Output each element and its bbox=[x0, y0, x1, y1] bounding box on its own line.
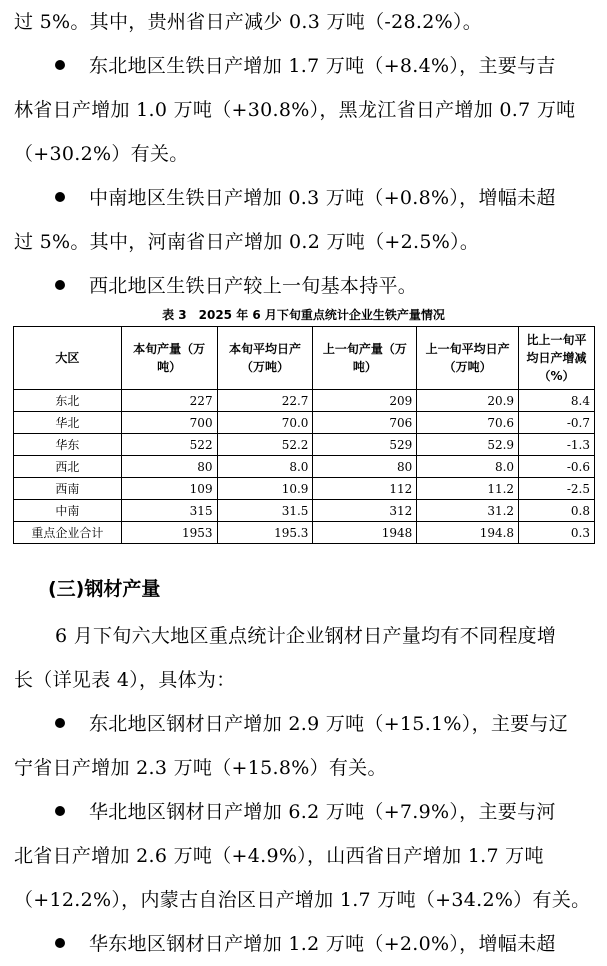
table-caption: 表 3 2025 年 6 月下旬重点统计企业生铁产量情况 bbox=[162, 308, 445, 322]
table-row bbox=[14, 390, 595, 412]
table-header-row bbox=[14, 327, 595, 390]
cell: 22.7 bbox=[217, 390, 313, 412]
cell: 80 bbox=[121, 456, 217, 478]
cell: 1953 bbox=[121, 522, 217, 544]
cell: 312 bbox=[313, 500, 417, 522]
bullet-icon bbox=[55, 718, 65, 728]
table-row bbox=[14, 500, 595, 522]
bullet-icon bbox=[55, 192, 65, 202]
cell: 227 bbox=[121, 390, 217, 412]
text-line: 林省日产增加 1.0 万吨（+30.8%），黑龙江省日产增加 0.7 万吨 bbox=[14, 99, 576, 121]
bullet-icon bbox=[55, 806, 65, 816]
cell: 109 bbox=[121, 478, 217, 500]
cell: 522 bbox=[121, 434, 217, 456]
cell: 31.2 bbox=[417, 500, 519, 522]
cell: 195.3 bbox=[217, 522, 313, 544]
section-heading: (三)钢材产量 bbox=[48, 578, 161, 600]
cell: -0.7 bbox=[519, 412, 595, 434]
cell: 70.6 bbox=[417, 412, 519, 434]
cell: 8.4 bbox=[519, 390, 595, 412]
bullet-line: 中南地区生铁日产增加 0.3 万吨（+0.8%），增幅未超 bbox=[55, 176, 556, 220]
cell-region: 东北 bbox=[14, 390, 122, 412]
pig-iron-table bbox=[13, 326, 595, 544]
cell: 52.9 bbox=[417, 434, 519, 456]
cell: 209 bbox=[313, 390, 417, 412]
table-row bbox=[14, 412, 595, 434]
text-line: （+30.2%）有关。 bbox=[14, 143, 189, 165]
text-line: 6 月下旬六大地区重点统计企业钢材日产量均有不同程度增 bbox=[55, 625, 557, 647]
cell: 11.2 bbox=[417, 478, 519, 500]
bullet-icon bbox=[55, 280, 65, 290]
cell-region: 重点企业合计 bbox=[14, 522, 122, 544]
cell: 1948 bbox=[313, 522, 417, 544]
cell: 80 bbox=[313, 456, 417, 478]
cell-region: 西南 bbox=[14, 478, 122, 500]
text-line: 过 5%。其中，河南省日产增加 0.2 万吨（+2.5%）。 bbox=[14, 231, 480, 253]
bullet-icon bbox=[55, 938, 65, 948]
header-prev-output: 上一旬产量（万吨） bbox=[313, 327, 417, 390]
cell: 700 bbox=[121, 412, 217, 434]
cell: -1.3 bbox=[519, 434, 595, 456]
cell: 315 bbox=[121, 500, 217, 522]
header-region: 大区 bbox=[14, 327, 122, 390]
cell: 52.2 bbox=[217, 434, 313, 456]
cell: 31.5 bbox=[217, 500, 313, 522]
bullet-line: 东北地区钢材日产增加 2.9 万吨（+15.1%），主要与辽 bbox=[55, 702, 568, 746]
cell: 10.9 bbox=[217, 478, 313, 500]
table-row-total bbox=[14, 522, 595, 544]
header-change: 比上一旬平均日产增减（%） bbox=[519, 327, 595, 390]
table-row bbox=[14, 456, 595, 478]
table-row bbox=[14, 434, 595, 456]
cell: 529 bbox=[313, 434, 417, 456]
bullet-icon bbox=[55, 60, 65, 70]
bullet-line: 华北地区钢材日产增加 6.2 万吨（+7.9%），主要与河 bbox=[55, 790, 556, 834]
cell: -0.6 bbox=[519, 456, 595, 478]
header-prev-daily: 上一旬平均日产（万吨） bbox=[417, 327, 519, 390]
cell-region: 华北 bbox=[14, 412, 122, 434]
text-line: 宁省日产增加 2.3 万吨（+15.8%）有关。 bbox=[14, 757, 387, 779]
text-line: 北省日产增加 2.6 万吨（+4.9%），山西省日产增加 1.7 万吨 bbox=[14, 845, 544, 867]
cell: 0.8 bbox=[519, 500, 595, 522]
text-line: 过 5%。其中，贵州省日产减少 0.3 万吨（-28.2%）。 bbox=[14, 11, 483, 33]
cell-region: 中南 bbox=[14, 500, 122, 522]
bullet-line: 西北地区生铁日产较上一旬基本持平。 bbox=[55, 264, 417, 308]
cell: 8.0 bbox=[217, 456, 313, 478]
cell: 0.3 bbox=[519, 522, 595, 544]
cell: -2.5 bbox=[519, 478, 595, 500]
text-line: （+12.2%），内蒙古自治区日产增加 1.7 万吨（+34.2%）有关。 bbox=[14, 889, 591, 911]
cell: 194.8 bbox=[417, 522, 519, 544]
text-line: 长（详见表 4），具体为： bbox=[14, 669, 236, 691]
bullet-line: 华东地区钢材日产增加 1.2 万吨（+2.0%），增幅未超 bbox=[55, 922, 556, 966]
bullet-line: 东北地区生铁日产增加 1.7 万吨（+8.4%），主要与吉 bbox=[55, 44, 556, 88]
cell: 70.0 bbox=[217, 412, 313, 434]
cell-region: 华东 bbox=[14, 434, 122, 456]
header-current-daily: 本旬平均日产（万吨） bbox=[217, 327, 313, 390]
cell-region: 西北 bbox=[14, 456, 122, 478]
cell: 112 bbox=[313, 478, 417, 500]
cell: 8.0 bbox=[417, 456, 519, 478]
header-current-output: 本旬产量（万吨） bbox=[121, 327, 217, 390]
cell: 706 bbox=[313, 412, 417, 434]
cell: 20.9 bbox=[417, 390, 519, 412]
table-row bbox=[14, 478, 595, 500]
